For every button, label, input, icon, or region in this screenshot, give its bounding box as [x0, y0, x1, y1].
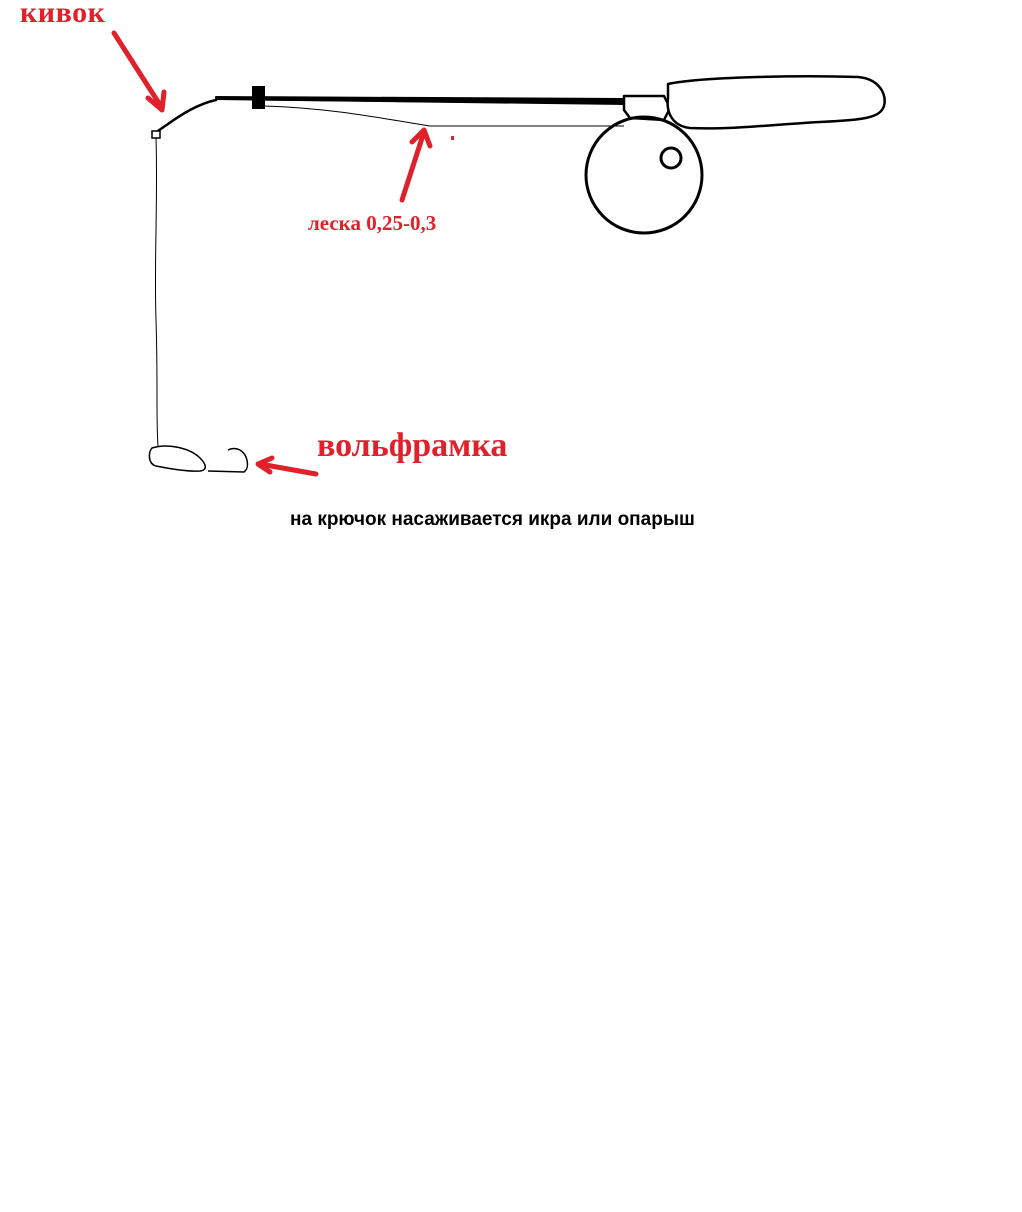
bait-note: на крючок насаживается икра или опарыш [290, 509, 695, 530]
jig-hook [208, 449, 247, 473]
rod-handle [668, 76, 885, 128]
label-nod: кивок [20, 0, 106, 29]
arrow-to-jig [258, 458, 316, 474]
arrow-to-line [402, 130, 430, 200]
arrow-to-nod [114, 33, 164, 110]
jig-body [149, 446, 205, 471]
label-tungsten-jig: вольфрамка [317, 427, 508, 464]
reel-knob [661, 148, 681, 168]
fishing-line-down [155, 138, 158, 446]
label-fishing-line: леска 0,25-0,3 [308, 211, 437, 235]
reel-spool [586, 117, 702, 233]
nod-tip [152, 131, 160, 138]
rod-ring [252, 86, 265, 109]
fishing-line-upper [264, 106, 624, 126]
stray-dot [451, 136, 454, 140]
